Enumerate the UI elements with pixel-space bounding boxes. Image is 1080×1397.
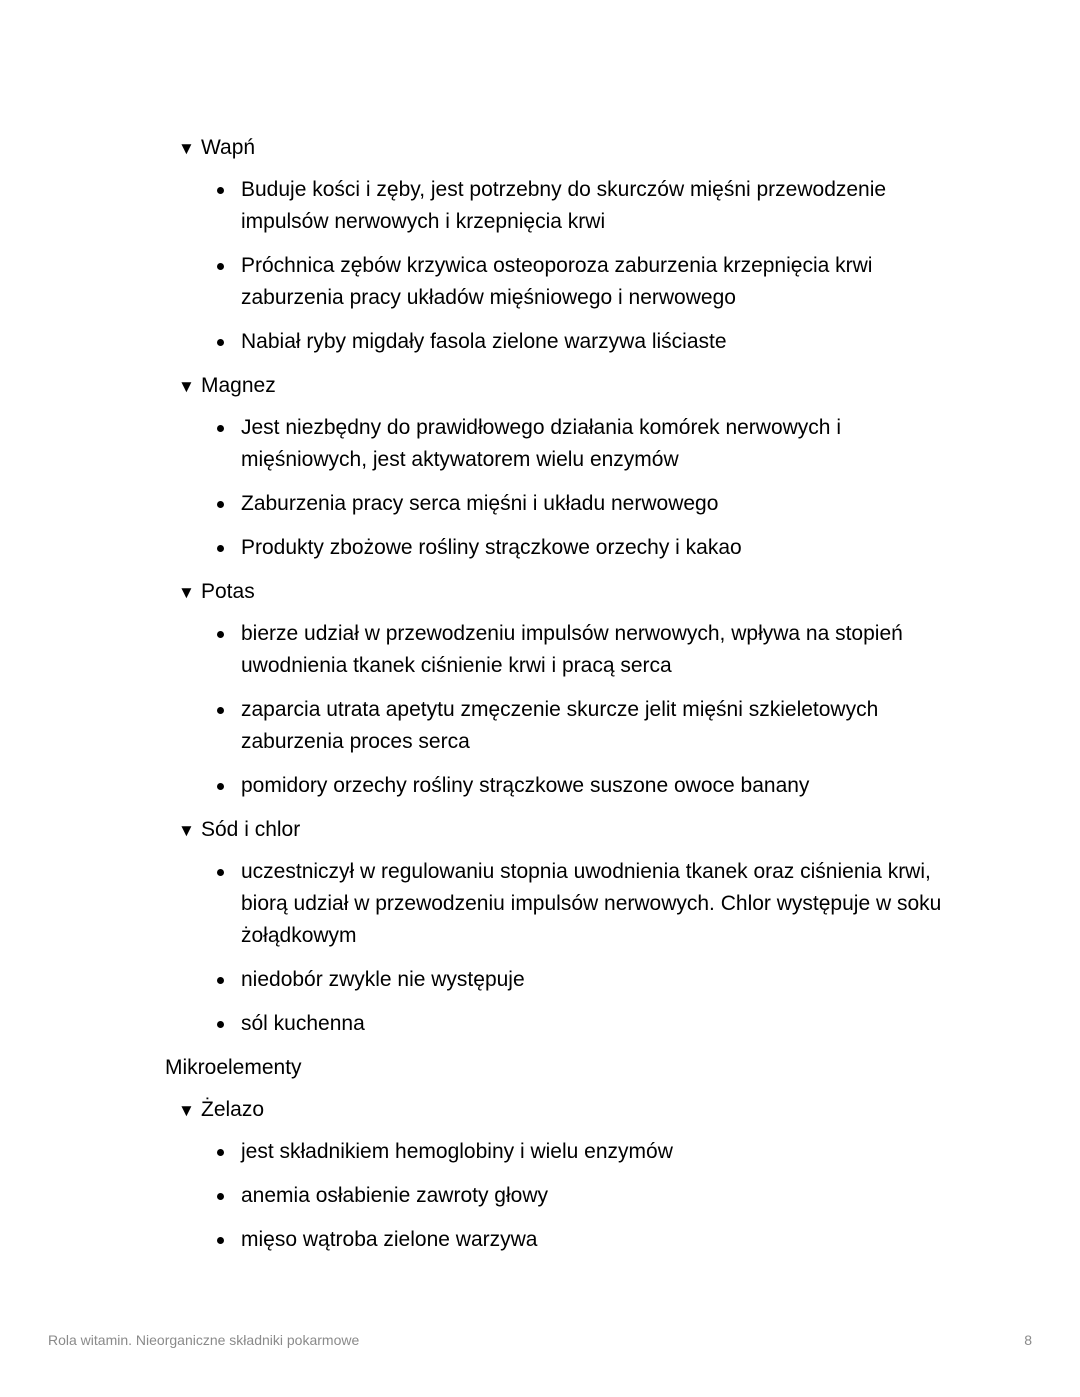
footer-title: Rola witamin. Nieorganiczne składniki pokarmowe [48,1332,360,1348]
bullet-icon [217,545,224,552]
bullet-list [0,174,1080,358]
section-title: Magnez [201,374,276,397]
section-sodium-chlorine [0,814,1080,1040]
list-item [241,412,961,476]
list-item-text: Zaburzenia pracy serca mięśni i układu nerwowego [241,492,719,515]
list-item-text: mięso wątroba zielone warzywa [241,1228,538,1251]
section-toggle-magnesium[interactable] [178,370,1080,402]
list-item [241,174,961,238]
section-title: Sód i chlor [201,818,301,841]
list-item [241,770,961,802]
micro-heading: Mikroelementy [165,1056,302,1079]
triangle-down-icon: ▼ [178,821,195,840]
bullet-icon [217,339,224,346]
section-iron [0,1094,1080,1256]
page-number: 8 [1024,1332,1032,1348]
list-item [241,694,961,758]
list-item [241,1136,961,1168]
section-potassium [0,576,1080,802]
list-item [241,856,961,952]
list-item [241,488,961,520]
bullet-icon [217,425,224,432]
triangle-down-icon: ▼ [178,1101,195,1120]
document-content [0,122,1080,1268]
bullet-icon [217,501,224,508]
bullet-icon [217,263,224,270]
triangle-down-icon: ▼ [178,377,195,396]
bullet-icon [217,707,224,714]
section-magnesium [0,370,1080,564]
bullet-icon [217,869,224,876]
list-item-text: zaparcia utrata apetytu zmęczenie skurcze jelit mięśni szkieletowych zaburzenia proces serca [241,698,879,753]
section-title: Potas [201,580,255,603]
list-item-text: jest składnikiem hemoglobiny i wielu enzymów [241,1140,673,1163]
bullet-icon [217,631,224,638]
bullet-icon [217,977,224,984]
list-item [241,1008,961,1040]
list-item-text: Produkty zbożowe rośliny strączkowe orzechy i kakao [241,536,742,559]
list-item-text: niedobór zwykle nie występuje [241,968,525,991]
list-item-text: Jest niezbędny do prawidłowego działania komórek nerwowych i mięśniowych, jest aktywatorem wielu enzymów [241,416,841,471]
bullet-icon [217,1193,224,1200]
bullet-list [0,856,1080,1040]
section-toggle-sodium-chlorine[interactable] [178,814,1080,846]
list-item-text: pomidory orzechy rośliny strączkowe suszone owoce banany [241,774,810,797]
list-item-text: Nabiał ryby migdały fasola zielone warzywa liściaste [241,330,727,353]
list-item-text: Próchnica zębów krzywica osteoporoza zaburzenia krzepnięcia krwi zaburzenia pracy układów mięśniowego i nerwowego [241,254,873,309]
list-item-text: anemia osłabienie zawroty głowy [241,1184,548,1207]
list-item-text: bierze udział w przewodzeniu impulsów nerwowych, wpływa na stopień uwodnienia tkanek ciśnienie krwi i pracą serca [241,622,903,677]
bullet-icon [217,783,224,790]
bullet-list [0,412,1080,564]
list-item-text: uczestniczył w regulowaniu stopnia uwodnienia tkanek oraz ciśnienia krwi, biorą udział w przewodzeniu impulsów nerwowych. Chlor występuje w soku żołądkowym [241,860,942,947]
section-calcium [0,132,1080,358]
list-item [241,1180,961,1212]
section-toggle-iron[interactable] [178,1094,1080,1126]
list-item-text: Buduje kości i zęby, jest potrzebny do skurczów mięśni przewodzenie impulsów nerwowych i krzepnięcia krwi [241,178,887,233]
bullet-icon [217,1021,224,1028]
list-item [241,326,961,358]
list-item [241,964,961,996]
section-title: Żelazo [201,1098,265,1121]
list-item [241,250,961,314]
bullet-list [0,1136,1080,1256]
section-toggle-potassium[interactable] [178,576,1080,608]
triangle-down-icon: ▼ [178,583,195,602]
list-item-text: sól kuchenna [241,1012,365,1035]
bullet-list [0,618,1080,802]
list-item [241,618,961,682]
list-item [241,532,961,564]
section-title: Wapń [201,136,256,159]
triangle-down-icon: ▼ [178,139,195,158]
section-toggle-calcium[interactable] [178,132,1080,164]
list-item [241,1224,961,1256]
bullet-icon [217,1149,224,1156]
bullet-icon [217,1237,224,1244]
bullet-icon [217,187,224,194]
